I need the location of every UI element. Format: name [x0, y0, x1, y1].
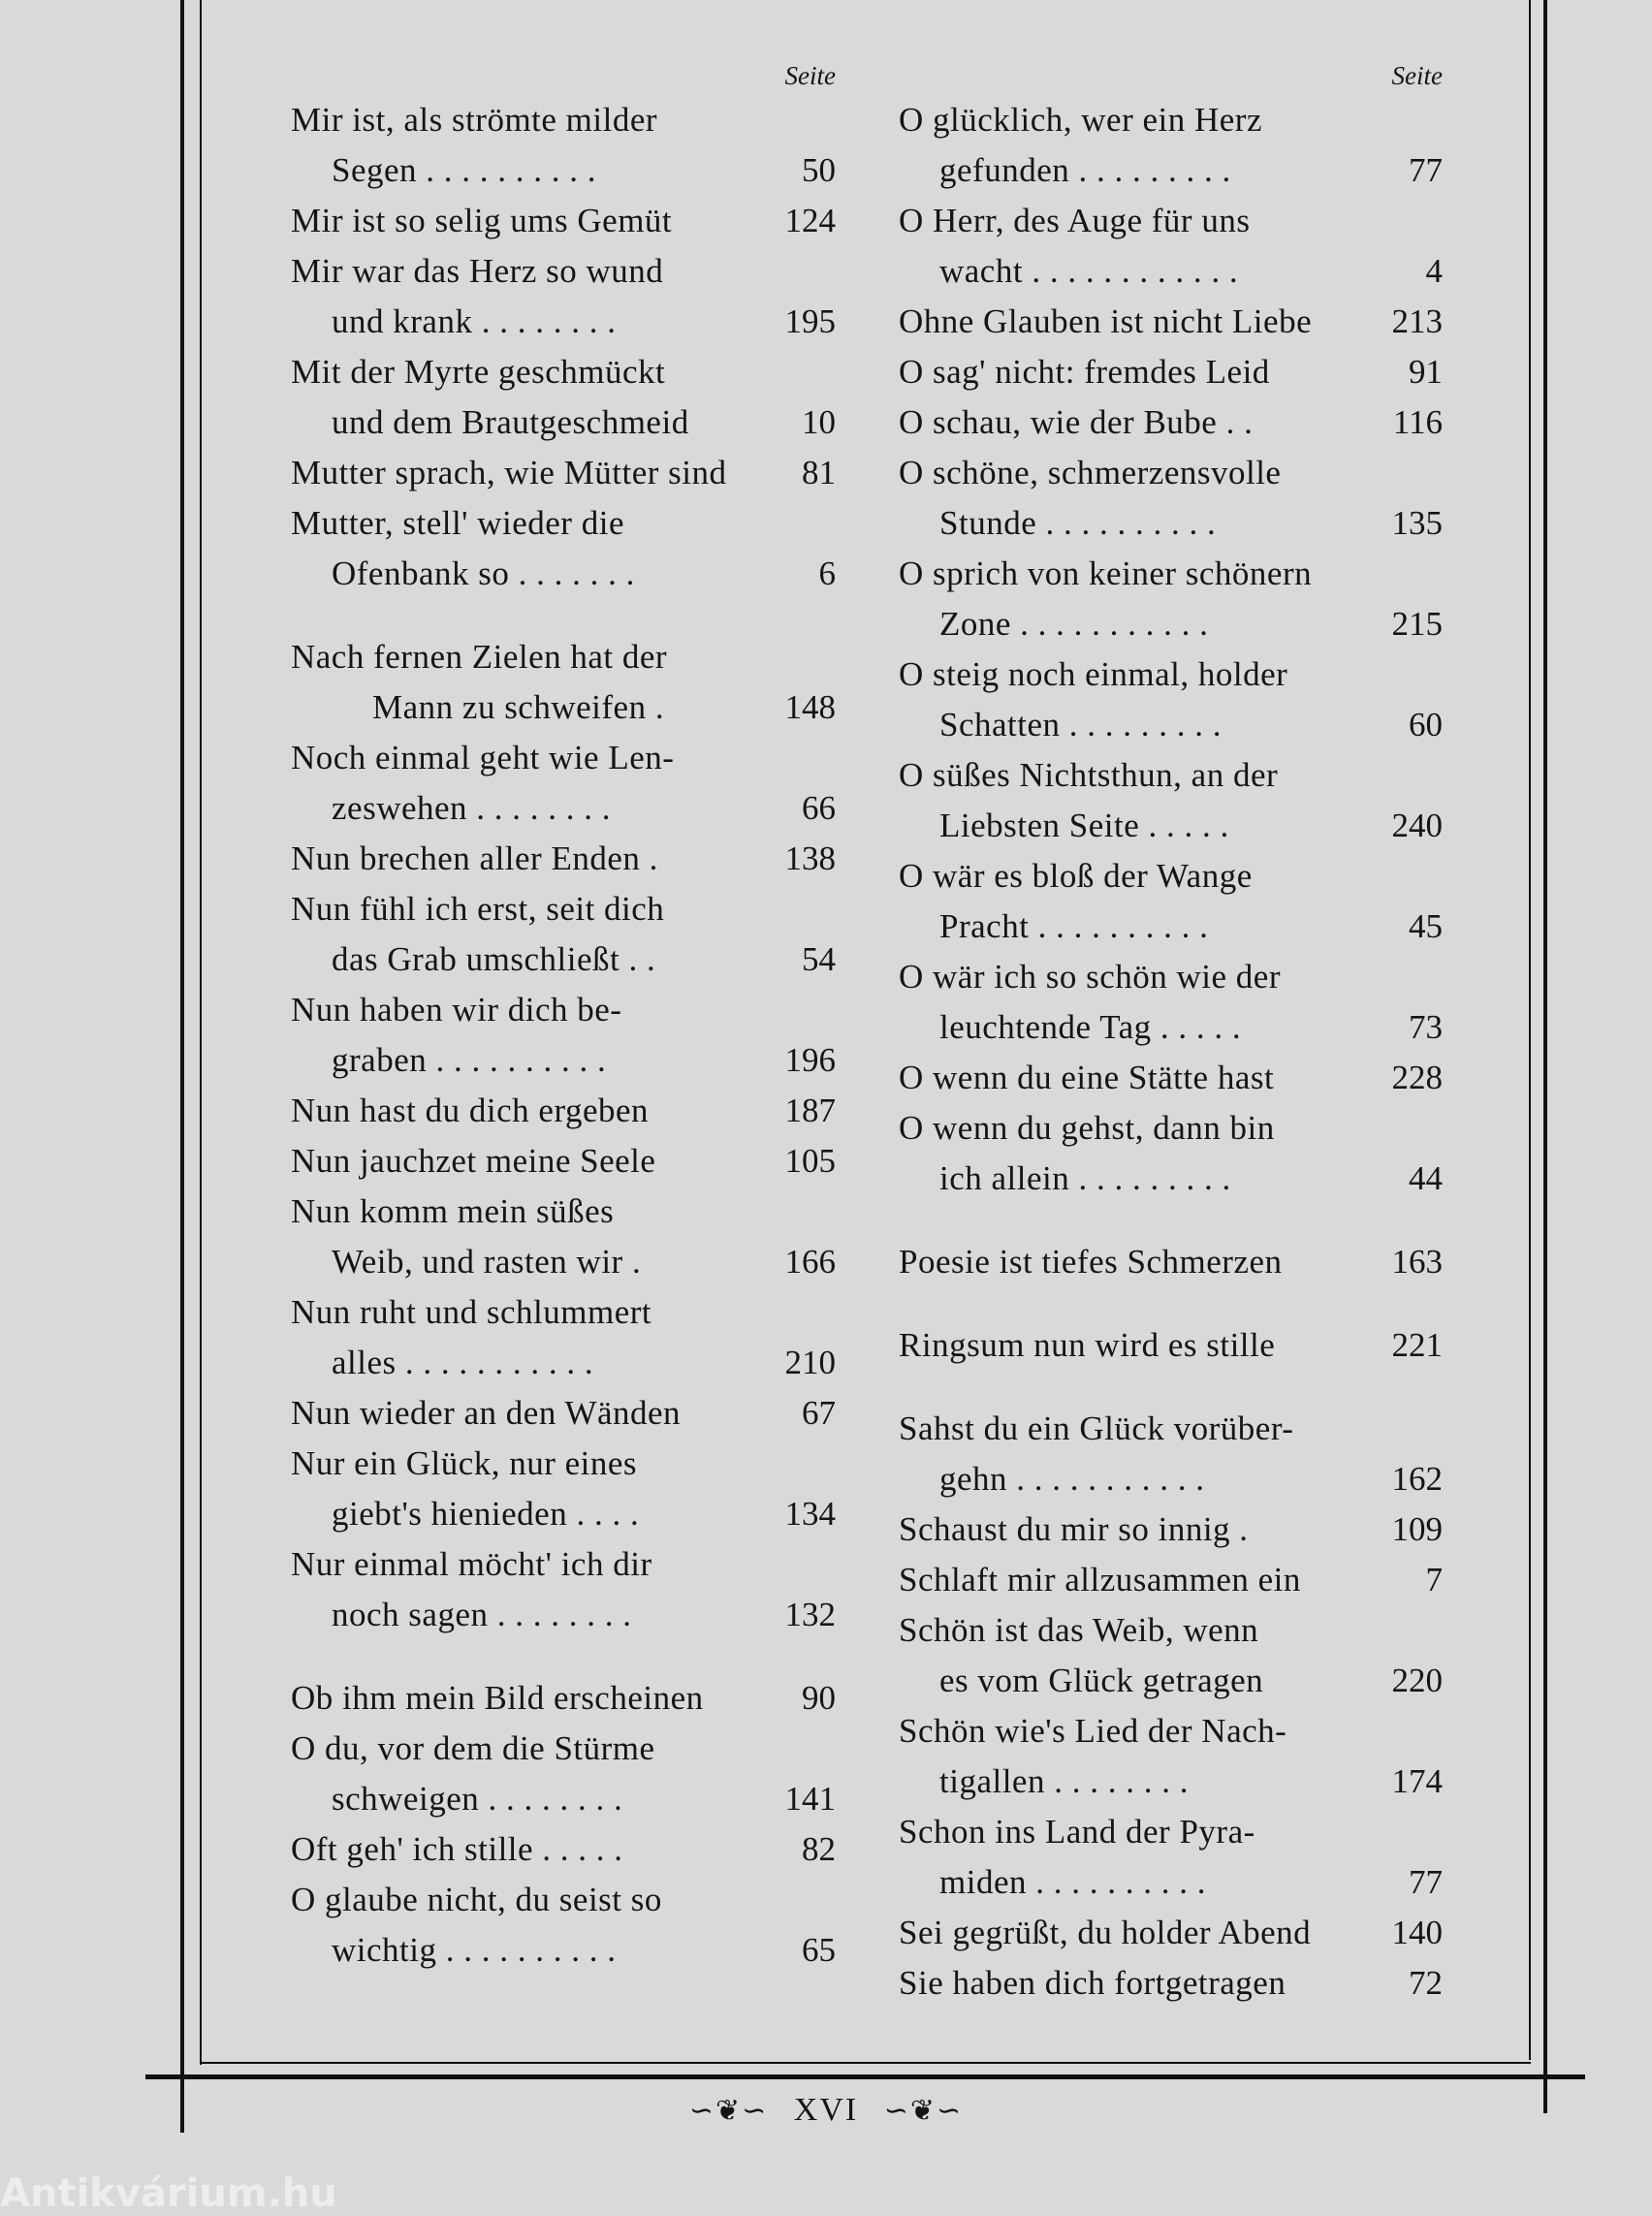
- entry-line: [899, 397, 1443, 448]
- page-reference: [762, 1287, 836, 1338]
- entry-line: [899, 145, 1443, 196]
- index-entry: [899, 1320, 1443, 1371]
- entry-title: giebt's hienieden . . . .: [332, 1495, 640, 1533]
- entry-title: Mann zu schweifen .: [372, 688, 665, 726]
- page-reference: [1369, 196, 1443, 246]
- page-reference: 77: [1409, 1863, 1443, 1901]
- entry-line: [291, 246, 836, 297]
- entry-line: [291, 934, 836, 985]
- page-reference: 135: [1391, 504, 1443, 542]
- page-reference: 77: [1409, 151, 1443, 189]
- entry-title: Pracht . . . . . . . . . .: [939, 907, 1209, 945]
- entry-title: Nur einmal möcht' ich dir: [291, 1545, 652, 1583]
- page-reference: [762, 1187, 836, 1237]
- border-right-outer: [1543, 0, 1547, 2113]
- index-entry: [291, 1539, 836, 1640]
- page-reference: [1369, 549, 1443, 599]
- entry-line: [291, 1136, 836, 1187]
- entry-title: graben . . . . . . . . . .: [332, 1041, 607, 1079]
- page-reference: 82: [802, 1830, 836, 1868]
- entry-title: ich allein . . . . . . . . .: [939, 1159, 1231, 1197]
- index-entry: [899, 297, 1443, 347]
- page-reference: 195: [784, 302, 836, 340]
- entry-line: [899, 95, 1443, 145]
- page-reference: 215: [1391, 605, 1443, 643]
- index-entry: [291, 834, 836, 884]
- page-reference: 73: [1409, 1008, 1443, 1046]
- entry-title: es vom Glück getragen: [939, 1662, 1264, 1699]
- index-entry: [291, 1136, 836, 1187]
- index-entry: [899, 1504, 1443, 1555]
- entry-title: und krank . . . . . . . .: [332, 302, 617, 340]
- page-reference: [762, 1875, 836, 1925]
- entry-title: Sei gegrüßt, du holder Abend: [899, 1914, 1312, 1951]
- entry-line: [291, 1824, 836, 1875]
- entry-title: Mutter, stell' wieder die: [291, 504, 624, 542]
- entry-title: schweigen . . . . . . . .: [332, 1780, 623, 1818]
- page-reference: [1369, 1706, 1443, 1757]
- entry-line: [899, 1103, 1443, 1154]
- entry-title: Mir ist, als strömte milder: [291, 101, 658, 139]
- entry-title: Mit der Myrte geschmückt: [291, 353, 666, 391]
- entry-line: [291, 1673, 836, 1724]
- entry-title: O schöne, schmerzensvolle: [899, 454, 1282, 491]
- entry-title: gehn . . . . . . . . . . .: [939, 1460, 1205, 1498]
- entry-line: [291, 1774, 836, 1824]
- index-entry: [899, 549, 1443, 649]
- page-footer: [0, 2092, 1652, 2129]
- index-entry: [291, 1824, 836, 1875]
- index-entry: [899, 196, 1443, 297]
- ornament-left-icon: ∽❦∽: [688, 2095, 769, 2127]
- entry-line: [899, 1154, 1443, 1204]
- index-entry: [291, 448, 836, 498]
- page-reference: 124: [784, 202, 836, 239]
- border-left-outer: [180, 0, 184, 2133]
- entry-line: [291, 1489, 836, 1539]
- entry-line: [899, 297, 1443, 347]
- page-reference: 91: [1409, 353, 1443, 391]
- entry-line: [899, 1002, 1443, 1053]
- index-section: [291, 632, 836, 1640]
- entry-line: [291, 498, 836, 549]
- entry-line: [291, 1035, 836, 1086]
- entry-title: wichtig . . . . . . . . . .: [332, 1931, 617, 1969]
- watermark: Antikvárium.hu: [0, 2171, 337, 2216]
- entry-title: Mir war das Herz so wund: [291, 252, 664, 290]
- entry-line: [291, 733, 836, 783]
- index-entry: [291, 1086, 836, 1136]
- entry-line: [899, 1807, 1443, 1857]
- entry-title: O sag' nicht: fremdes Leid: [899, 353, 1270, 391]
- index-entry: [899, 952, 1443, 1053]
- entry-line: [291, 1439, 836, 1489]
- border-bottom-outer: [145, 2074, 1585, 2079]
- entry-line: [899, 498, 1443, 549]
- entry-title: Weib, und rasten wir .: [332, 1243, 642, 1281]
- page-reference: 50: [802, 151, 836, 189]
- index-entry: [899, 1103, 1443, 1204]
- entry-line: [291, 884, 836, 934]
- entry-title: O steig noch einmal, holder: [899, 655, 1288, 693]
- index-entry: [899, 750, 1443, 851]
- index-entry: [291, 1439, 836, 1539]
- entry-title: miden . . . . . . . . . .: [939, 1863, 1206, 1901]
- page-reference: [1369, 95, 1443, 145]
- entry-title: Nun haben wir dich be-: [291, 991, 622, 1029]
- index-entry: [291, 95, 836, 196]
- entry-line: [291, 196, 836, 246]
- entry-title: Nur ein Glück, nur eines: [291, 1444, 638, 1482]
- index-entry: [291, 884, 836, 985]
- page-reference: [762, 884, 836, 934]
- entry-line: [899, 246, 1443, 297]
- page-reference: 7: [1425, 1561, 1443, 1599]
- entry-line: [899, 700, 1443, 750]
- index-entry: [899, 397, 1443, 448]
- entry-title: O wenn du gehst, dann bin: [899, 1109, 1275, 1147]
- page-reference: [1369, 649, 1443, 700]
- entry-line: [291, 297, 836, 347]
- index-section: [291, 95, 836, 599]
- entry-line: [899, 902, 1443, 952]
- entry-title: Noch einmal geht wie Len-: [291, 739, 675, 776]
- page-reference: 240: [1391, 807, 1443, 844]
- entry-line: [899, 1908, 1443, 1958]
- index-entry: [899, 1053, 1443, 1103]
- entry-title: O du, vor dem die Stürme: [291, 1729, 655, 1767]
- entry-title: Stunde . . . . . . . . . .: [939, 504, 1217, 542]
- page-reference: 148: [784, 688, 836, 726]
- page-reference: [762, 95, 836, 145]
- entry-title: Mutter sprach, wie Mütter sind: [291, 454, 727, 491]
- page-reference: [762, 733, 836, 783]
- page-reference: 6: [818, 554, 836, 592]
- entry-line: [899, 1404, 1443, 1454]
- entry-title: O glaube nicht, du seist so: [291, 1881, 662, 1918]
- entry-title: Poesie ist tiefes Schmerzen: [899, 1243, 1283, 1281]
- index-column-left: [291, 56, 836, 1976]
- index-entry: [899, 851, 1443, 952]
- page-reference: 109: [1391, 1510, 1443, 1548]
- entry-line: [899, 599, 1443, 649]
- page-reference: 220: [1391, 1662, 1443, 1699]
- index-entry: [291, 1724, 836, 1824]
- entry-line: [899, 649, 1443, 700]
- entry-line: [291, 985, 836, 1035]
- page-reference: 116: [1392, 403, 1443, 441]
- entry-line: [291, 1388, 836, 1439]
- page-reference: [762, 1724, 836, 1774]
- page-reference: 10: [802, 403, 836, 441]
- entry-title: Zone . . . . . . . . . . .: [939, 605, 1209, 643]
- index-section: [291, 1673, 836, 1976]
- page-reference: [762, 347, 836, 397]
- entry-line: [291, 95, 836, 145]
- entry-title: O wär es bloß der Wange: [899, 857, 1253, 895]
- entry-title: Schaust du mir so innig .: [899, 1510, 1249, 1548]
- entry-line: [291, 1187, 836, 1237]
- entry-title: leuchtende Tag . . . . .: [939, 1008, 1242, 1046]
- index-section: [899, 1237, 1443, 1287]
- entry-title: Nun ruht und schlummert: [291, 1293, 652, 1331]
- index-entry: [899, 448, 1443, 549]
- entry-line: [291, 397, 836, 448]
- entry-line: [291, 347, 836, 397]
- entry-title: O glücklich, wer ein Herz: [899, 101, 1262, 139]
- index-entry: [899, 95, 1443, 196]
- page-reference: [1369, 448, 1443, 498]
- entry-title: Ob ihm mein Bild erscheinen: [291, 1679, 704, 1717]
- entry-line: [899, 750, 1443, 801]
- page-reference: [762, 632, 836, 682]
- page-reference: 196: [784, 1041, 836, 1079]
- entry-line: [291, 783, 836, 834]
- entry-line: [899, 1320, 1443, 1371]
- entry-title: noch sagen . . . . . . . .: [332, 1596, 632, 1633]
- entry-title: alles . . . . . . . . . . .: [332, 1344, 594, 1381]
- index-entry: [899, 347, 1443, 397]
- entry-title: Ringsum nun wird es stille: [899, 1326, 1276, 1364]
- page-reference: 166: [784, 1243, 836, 1281]
- page-reference: 162: [1391, 1460, 1443, 1498]
- entry-title: Nun fühl ich erst, seit dich: [291, 890, 665, 928]
- page-reference: [1369, 851, 1443, 902]
- entry-title: Schön wie's Lied der Nach-: [899, 1712, 1287, 1750]
- entry-line: [291, 1724, 836, 1774]
- index-entry: [291, 1875, 836, 1976]
- page-reference: 187: [784, 1092, 836, 1129]
- entry-line: [899, 1504, 1443, 1555]
- page-reference: 65: [802, 1931, 836, 1969]
- index-entry: [291, 985, 836, 1086]
- entry-line: [899, 1757, 1443, 1807]
- page-reference: 163: [1391, 1243, 1443, 1281]
- entry-title: Nun hast du dich ergeben: [291, 1092, 650, 1129]
- page-reference: 45: [1409, 907, 1443, 945]
- ornament-right-icon: ∽❦∽: [883, 2095, 964, 2127]
- entry-line: [291, 549, 836, 599]
- entry-title: Nun komm mein süßes: [291, 1192, 615, 1230]
- entry-title: O süßes Nichtsthun, an der: [899, 756, 1279, 794]
- entry-line: [291, 1086, 836, 1136]
- entry-title: O wenn du eine Stätte hast: [899, 1059, 1275, 1096]
- entry-line: [291, 145, 836, 196]
- page-reference: 132: [784, 1596, 836, 1633]
- entry-line: [899, 1454, 1443, 1504]
- page-reference: [1369, 750, 1443, 801]
- page-reference: [762, 498, 836, 549]
- border-bottom-inner: [200, 2062, 1531, 2064]
- entry-line: [899, 1857, 1443, 1908]
- seite-header: Seite: [1391, 61, 1443, 90]
- entry-line: [899, 851, 1443, 902]
- page-number: XVI: [793, 2092, 859, 2128]
- page-reference: 66: [802, 789, 836, 827]
- index-entry: [899, 649, 1443, 750]
- index-entry: [291, 1187, 836, 1287]
- index-entry: [291, 498, 836, 599]
- entry-title: das Grab umschließt . .: [332, 940, 656, 978]
- index-entry: [899, 1404, 1443, 1504]
- index-entry: [291, 347, 836, 448]
- entry-line: [291, 1338, 836, 1388]
- index-entry: [899, 1807, 1443, 1908]
- entry-title: Nach fernen Zielen hat der: [291, 638, 668, 676]
- entry-line: [899, 952, 1443, 1002]
- entry-line: [899, 549, 1443, 599]
- entry-title: Nun wieder an den Wänden: [291, 1394, 682, 1432]
- page-reference: 210: [784, 1344, 836, 1381]
- entry-line: [291, 1925, 836, 1976]
- entry-line: [291, 682, 836, 733]
- entry-line: [899, 448, 1443, 498]
- page-reference: 141: [784, 1780, 836, 1818]
- page-reference: 67: [802, 1394, 836, 1432]
- entry-line: [899, 1958, 1443, 2009]
- entry-title: Sie haben dich fortgetragen: [899, 1964, 1287, 2002]
- index-entry: [291, 1388, 836, 1439]
- page-reference: [762, 985, 836, 1035]
- entry-line: [899, 1237, 1443, 1287]
- entry-title: Schön ist das Weib, wenn: [899, 1611, 1259, 1649]
- index-section: [899, 1320, 1443, 1371]
- entry-line: [899, 1555, 1443, 1605]
- border-left-inner: [200, 0, 202, 2065]
- page-reference: [762, 1439, 836, 1489]
- page-reference: 44: [1409, 1159, 1443, 1197]
- page-reference: 134: [784, 1495, 836, 1533]
- index-entry: [899, 1706, 1443, 1807]
- border-right-inner: [1529, 0, 1531, 2060]
- entry-title: Nun brechen aller Enden .: [291, 839, 658, 877]
- page-reference: [1369, 1807, 1443, 1857]
- index-entry: [899, 1958, 1443, 2009]
- index-column-right: [899, 56, 1443, 2009]
- entry-line: [899, 347, 1443, 397]
- entry-title: wacht . . . . . . . . . . . .: [939, 252, 1239, 290]
- entry-title: gefunden . . . . . . . . .: [939, 151, 1231, 189]
- entry-title: O sprich von keiner schönern: [899, 554, 1313, 592]
- page-reference: 60: [1409, 706, 1443, 744]
- page-reference: [1369, 952, 1443, 1002]
- index-entry: [291, 632, 836, 733]
- entry-line: [291, 1237, 836, 1287]
- page-reference: 72: [1409, 1964, 1443, 2002]
- index-section: [899, 95, 1443, 1204]
- entry-title: tigallen . . . . . . . .: [939, 1762, 1189, 1800]
- entry-line: [291, 1590, 836, 1640]
- entry-title: Liebsten Seite . . . . .: [939, 807, 1229, 844]
- entry-title: und dem Brautgeschmeid: [332, 403, 689, 441]
- entry-title: Nun jauchzet meine Seele: [291, 1142, 656, 1180]
- entry-line: [899, 801, 1443, 851]
- page-reference: 90: [802, 1679, 836, 1717]
- entry-title: Schlaft mir allzusammen ein: [899, 1561, 1301, 1599]
- index-entry: [291, 1673, 836, 1724]
- page-reference: 228: [1391, 1059, 1443, 1096]
- page-reference: 140: [1391, 1914, 1443, 1951]
- page-reference: 174: [1391, 1762, 1443, 1800]
- entry-line: [291, 834, 836, 884]
- entry-line: [899, 1656, 1443, 1706]
- entry-line: [899, 196, 1443, 246]
- entry-title: Schon ins Land der Pyra-: [899, 1813, 1255, 1851]
- entry-title: Oft geh' ich stille . . . . .: [291, 1830, 623, 1868]
- page-reference: 213: [1391, 302, 1443, 340]
- index-section: [899, 1404, 1443, 2009]
- index-entry: [899, 1605, 1443, 1706]
- index-entry: [291, 196, 836, 246]
- index-entry: [291, 1287, 836, 1388]
- entry-title: Ohne Glauben ist nicht Liebe: [899, 302, 1313, 340]
- entry-title: O schau, wie der Bube . .: [899, 403, 1254, 441]
- entry-line: [291, 448, 836, 498]
- index-entry: [899, 1555, 1443, 1605]
- entry-line: [291, 632, 836, 682]
- page-reference: 54: [802, 940, 836, 978]
- entry-title: Mir ist so selig ums Gemüt: [291, 202, 673, 239]
- index-entry: [899, 1908, 1443, 1958]
- entry-title: O wär ich so schön wie der: [899, 958, 1282, 996]
- page-reference: 81: [802, 454, 836, 491]
- seite-header: Seite: [784, 61, 836, 90]
- entry-line: [899, 1605, 1443, 1656]
- entry-title: O Herr, des Auge für uns: [899, 202, 1251, 239]
- entry-line: [291, 1539, 836, 1590]
- entry-title: Sahst du ein Glück vorüber-: [899, 1409, 1294, 1447]
- page-reference: [762, 246, 836, 297]
- index-entry: [899, 1237, 1443, 1287]
- entry-line: [291, 1875, 836, 1925]
- page-reference: 138: [784, 839, 836, 877]
- entry-line: [899, 1053, 1443, 1103]
- index-entry: [291, 246, 836, 347]
- entry-line: [899, 1706, 1443, 1757]
- page-reference: 4: [1425, 252, 1443, 290]
- entry-line: [291, 1287, 836, 1338]
- page-reference: [762, 1539, 836, 1590]
- page-reference: [1369, 1404, 1443, 1454]
- page-reference: [1369, 1605, 1443, 1656]
- entry-title: Segen . . . . . . . . . .: [332, 151, 597, 189]
- page-reference: 221: [1391, 1326, 1443, 1364]
- entry-title: Schatten . . . . . . . . .: [939, 706, 1223, 744]
- index-entry: [291, 733, 836, 834]
- entry-title: Ofenbank so . . . . . . .: [332, 554, 635, 592]
- page-reference: 105: [784, 1142, 836, 1180]
- page-reference: [1369, 1103, 1443, 1154]
- entry-title: zeswehen . . . . . . . .: [332, 789, 612, 827]
